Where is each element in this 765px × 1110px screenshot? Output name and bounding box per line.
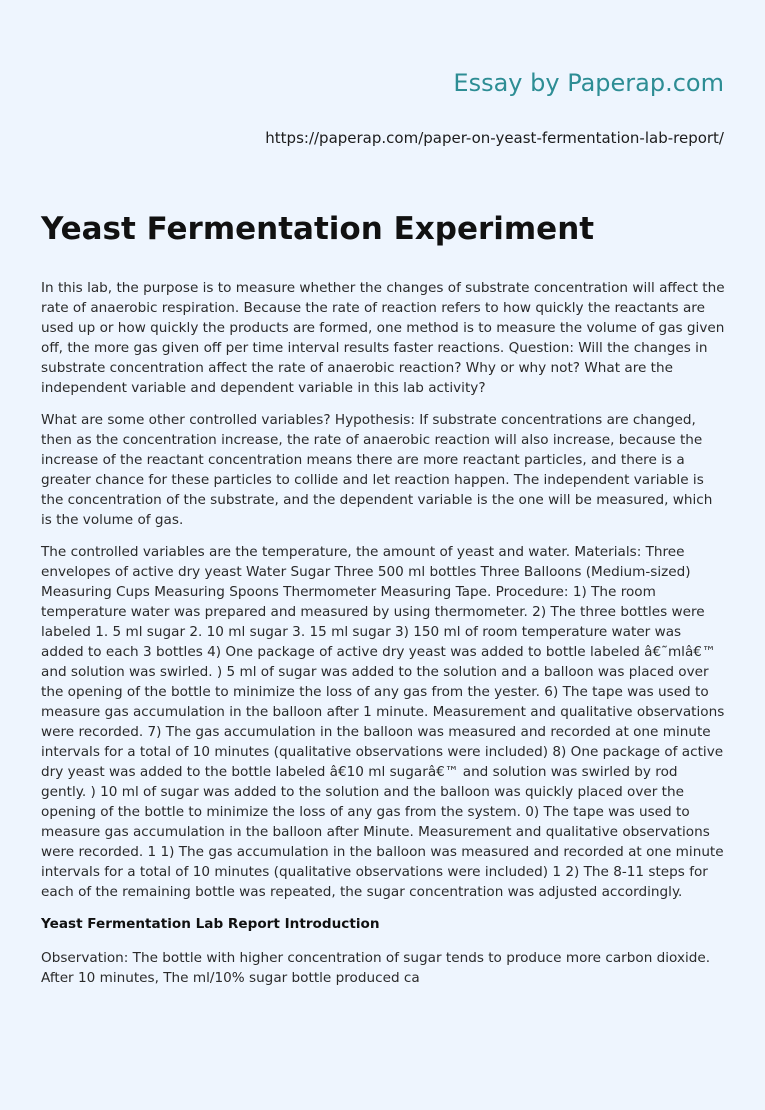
- source-url[interactable]: https://paperap.com/paper-on-yeast-fermentation-lab-report/: [265, 129, 724, 147]
- paragraph-1: In this lab, the purpose is to measure whether the changes of substrate concentration will affect the rate of anaerobic respiration. Because the rate of reaction refers to how quickly the reactants are used up or how quickly the products are formed, one method is to measure the volume of gas given off, the more gas given off per time interval results faster reactions. Question: Will the changes in substrate concentration affect the rate of anaerobic reaction? Why or why not? What are the independent variable and dependent variable in this lab activity?: [41, 280, 725, 396]
- section-heading: Yeast Fermentation Lab Report Introduction: [41, 916, 380, 932]
- paragraph-4: Observation: The bottle with higher concentration of sugar tends to produce more carbon dioxide. After 10 minutes, The ml/10% sugar bottle produced ca: [41, 950, 711, 986]
- page-title: Yeast Fermentation Experiment: [41, 211, 595, 247]
- article-body: [41, 278, 726, 1000]
- paragraph-3: The controlled variables are the temperature, the amount of yeast and water. Materials: Three envelopes of active dry yeast Water Sugar Three 500 ml bottles Three Balloons (Medium-sized) Measuring Cups Measuring Spoons Thermometer Measuring Tape. Procedure: 1) The room temperature water was prepared and measured by using thermometer. 2) The three bottles were labeled 1. 5 ml sugar 2. 10 ml sugar 3. 15 ml sugar 3) 150 ml of room temperature water was added to each 3 bottles 4) One package of active dry yeast was added to bottle labeled â€˜mlâ€™ and solution was swirled. ) 5 ml of sugar was added to the solution and a balloon was placed over the opening of the bottle to minimize the loss of any gas from the yester. 6) The tape was used to measure gas accumulation in the balloon after 1 minute. Measurement and qualitative observations were recorded. 7) The gas accumulation in the balloon was measured and recorded at one minute intervals for a total of 10 minutes (qualitative observations were included) 8) One package of active dry yeast was added to the bottle labeled â€10 ml sugarâ€™ and solution was swirled by rod gently. ) 10 ml of sugar was added to the solution and the balloon was quickly placed over the opening of the bottle to minimize the loss of any gas from the system. 0) The tape was used to measure gas accumulation in the balloon after Minute. Measurement and qualitative observations were recorded. 1 1) The gas accumulation in the balloon was measured and recorded at one minute intervals for a total of 10 minutes (qualitative observations were included) 1 2) The 8-11 steps for each of the remaining bottle was repeated, the sugar concentration was adjusted accordingly.: [41, 544, 725, 900]
- paragraph-2: What are some other controlled variables? Hypothesis: If substrate concentrations are changed, then as the concentration increase, the rate of anaerobic reaction will also increase, because the increase of the reactant concentration means there are more reactant particles, and there is a greater chance for these particles to collide and let reaction happen. The independent variable is the concentration of the substrate, and the dependent variable is the one will be measured, which is the volume of gas.: [41, 412, 713, 528]
- brand-title[interactable]: Essay by Paperap.com: [453, 69, 724, 97]
